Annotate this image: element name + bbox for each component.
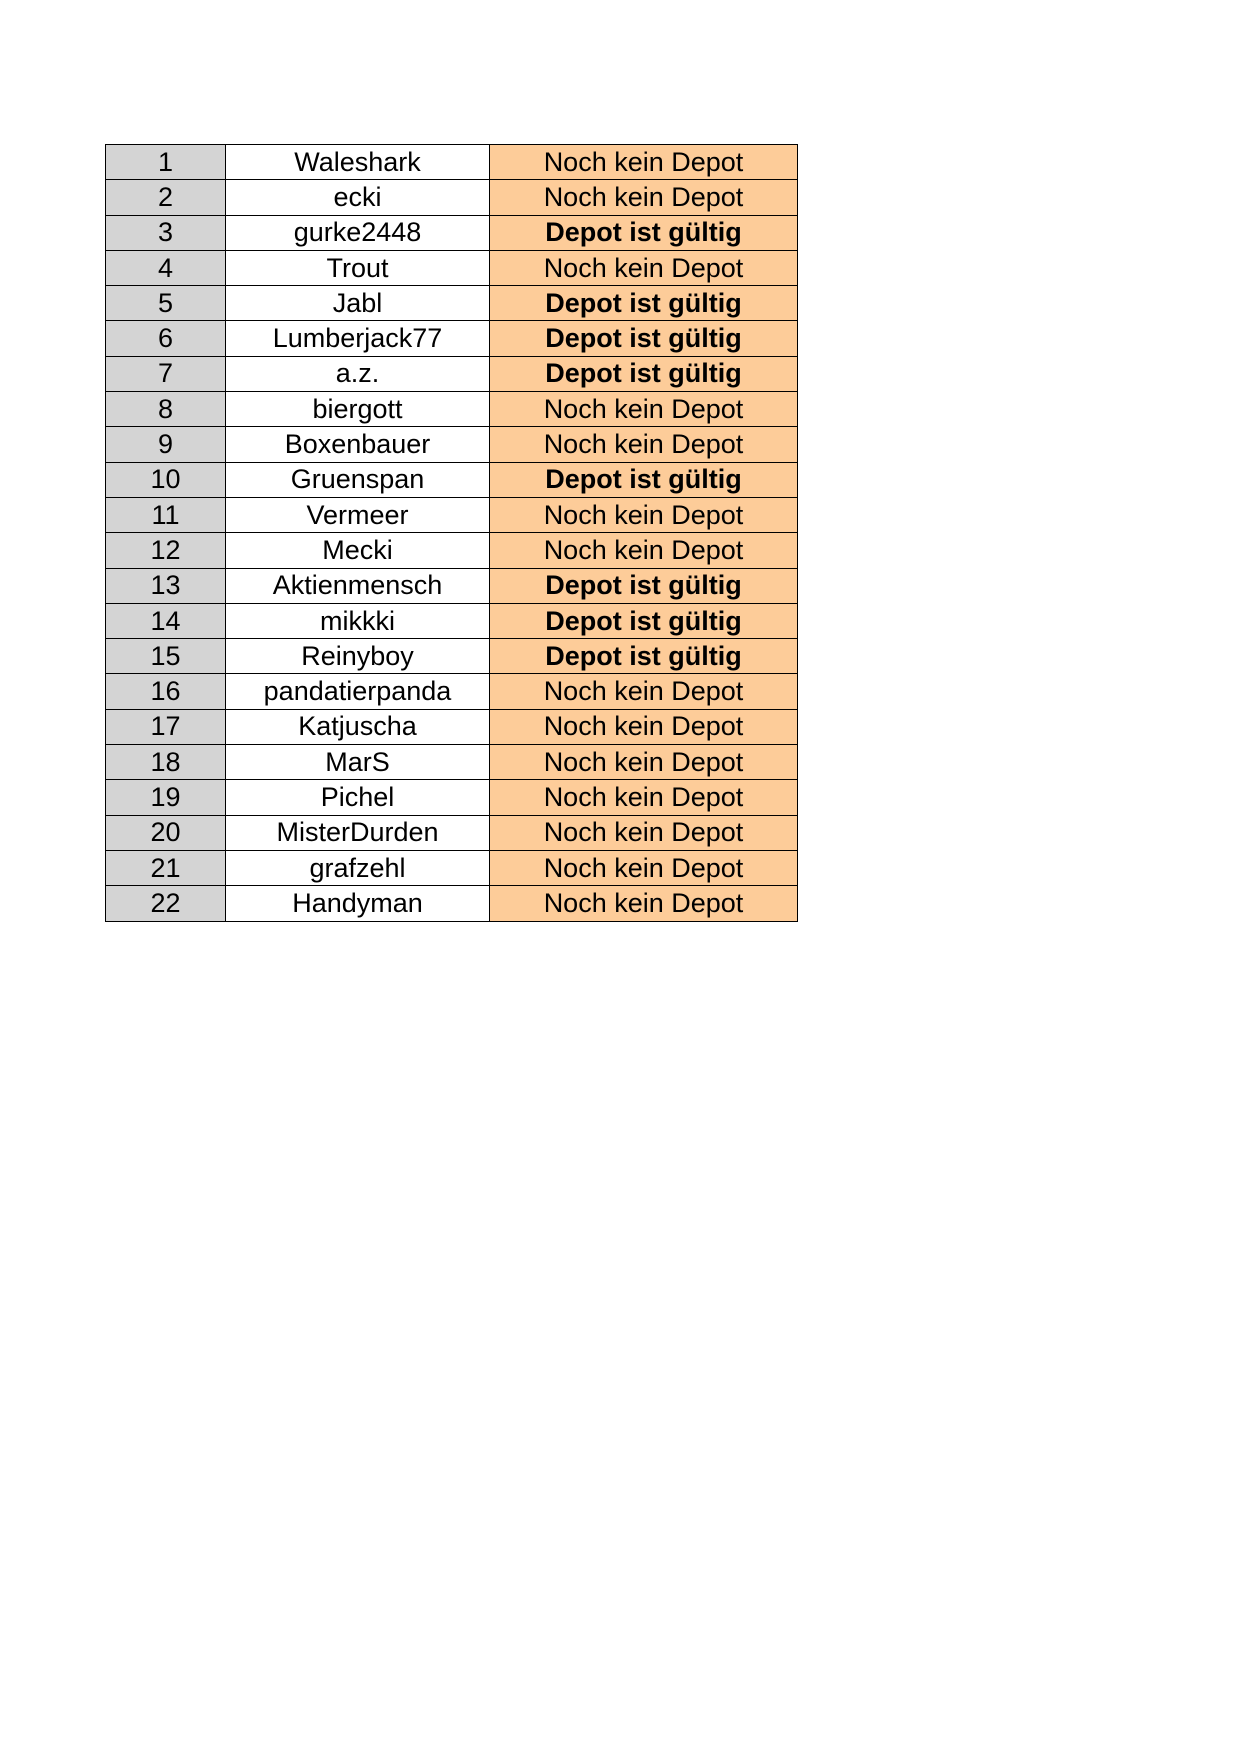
depot-status: Noch kein Depot [490, 180, 798, 215]
row-number: 9 [106, 427, 226, 462]
user-name: Reinyboy [226, 639, 490, 674]
row-number: 8 [106, 392, 226, 427]
table-row [106, 639, 798, 674]
table-row [106, 321, 798, 356]
user-name: Waleshark [226, 145, 490, 180]
table-row [106, 286, 798, 321]
row-number: 13 [106, 568, 226, 603]
user-name: Handyman [226, 886, 490, 921]
user-name: Katjuscha [226, 709, 490, 744]
depot-status: Depot ist gültig [490, 639, 798, 674]
depot-status: Noch kein Depot [490, 709, 798, 744]
depot-status: Noch kein Depot [490, 392, 798, 427]
user-name: gurke2448 [226, 215, 490, 250]
row-number: 11 [106, 497, 226, 532]
row-number: 14 [106, 603, 226, 638]
participant-table [105, 144, 798, 922]
table-row [106, 497, 798, 532]
row-number: 22 [106, 886, 226, 921]
table-row [106, 533, 798, 568]
user-name: Gruenspan [226, 462, 490, 497]
table-row [106, 145, 798, 180]
table-row [106, 815, 798, 850]
row-number: 19 [106, 780, 226, 815]
depot-status: Noch kein Depot [490, 497, 798, 532]
table-row [106, 568, 798, 603]
depot-status: Noch kein Depot [490, 780, 798, 815]
table-row [106, 780, 798, 815]
user-name: grafzehl [226, 850, 490, 885]
row-number: 6 [106, 321, 226, 356]
user-name: MisterDurden [226, 815, 490, 850]
depot-status: Depot ist gültig [490, 568, 798, 603]
depot-status: Depot ist gültig [490, 356, 798, 391]
depot-status: Depot ist gültig [490, 321, 798, 356]
table-row [106, 250, 798, 285]
row-number: 20 [106, 815, 226, 850]
user-name: biergott [226, 392, 490, 427]
row-number: 21 [106, 850, 226, 885]
user-name: Vermeer [226, 497, 490, 532]
table-row [106, 427, 798, 462]
row-number: 1 [106, 145, 226, 180]
user-name: Mecki [226, 533, 490, 568]
user-name: pandatierpanda [226, 674, 490, 709]
depot-status: Depot ist gültig [490, 215, 798, 250]
row-number: 16 [106, 674, 226, 709]
depot-status: Noch kein Depot [490, 886, 798, 921]
user-name: ecki [226, 180, 490, 215]
row-number: 12 [106, 533, 226, 568]
table-row [106, 850, 798, 885]
row-number: 18 [106, 745, 226, 780]
user-name: Pichel [226, 780, 490, 815]
table-row [106, 709, 798, 744]
row-number: 15 [106, 639, 226, 674]
depot-status: Noch kein Depot [490, 674, 798, 709]
user-name: mikkki [226, 603, 490, 638]
user-name: Trout [226, 250, 490, 285]
row-number: 3 [106, 215, 226, 250]
depot-status: Noch kein Depot [490, 250, 798, 285]
row-number: 4 [106, 250, 226, 285]
user-name: Jabl [226, 286, 490, 321]
depot-status: Noch kein Depot [490, 815, 798, 850]
row-number: 2 [106, 180, 226, 215]
table-row [106, 392, 798, 427]
table-row [106, 886, 798, 921]
depot-status: Noch kein Depot [490, 427, 798, 462]
row-number: 5 [106, 286, 226, 321]
table-row [106, 180, 798, 215]
table-row [106, 603, 798, 638]
row-number: 17 [106, 709, 226, 744]
table-body [106, 145, 798, 922]
user-name: a.z. [226, 356, 490, 391]
row-number: 10 [106, 462, 226, 497]
table-row [106, 745, 798, 780]
depot-status: Depot ist gültig [490, 603, 798, 638]
depot-status: Noch kein Depot [490, 533, 798, 568]
user-name: Aktienmensch [226, 568, 490, 603]
depot-status: Depot ist gültig [490, 286, 798, 321]
user-name: MarS [226, 745, 490, 780]
user-name: Lumberjack77 [226, 321, 490, 356]
depot-status: Noch kein Depot [490, 145, 798, 180]
table-row [106, 462, 798, 497]
row-number: 7 [106, 356, 226, 391]
depot-status: Noch kein Depot [490, 850, 798, 885]
depot-status: Noch kein Depot [490, 745, 798, 780]
user-name: Boxenbauer [226, 427, 490, 462]
table-row [106, 215, 798, 250]
depot-status: Depot ist gültig [490, 462, 798, 497]
table-row [106, 674, 798, 709]
table-row [106, 356, 798, 391]
